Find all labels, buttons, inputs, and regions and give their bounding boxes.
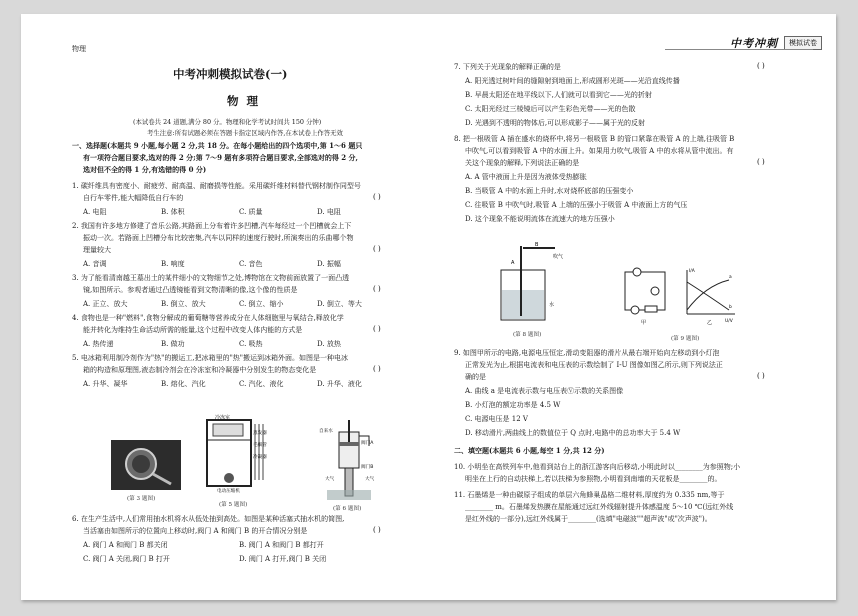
- q2-stem: 理量较大: [83, 246, 111, 254]
- option: B. 阀门 A 和阀门 B 都打开: [239, 541, 324, 549]
- q2-stem: 振动一次。若路面上凹槽分布比较密集,汽车以同样的速度行驶时,所演奏出的乐曲哪个物: [83, 234, 354, 242]
- answer-bracket: ( ): [373, 285, 381, 293]
- option: B. 当吸管 A 中的水面上升时,水对烧杯底部的压强变小: [465, 187, 634, 195]
- q10-stem: 明坐在上行的自动扶梯上,若以扶梯为参照物,小明看到南墙的天花板是________的。: [465, 475, 722, 483]
- q3-stem: 镜,如图所示。参观者通过凸透镜能看到文物清晰的像,这个像的性质是: [83, 286, 298, 294]
- q9-stem: 9. 如图甲所示的电路,电源电压恒定,滑动变阻器的滑片从最右端开始向左移动到小灯泡: [454, 349, 720, 357]
- fig5-label-condenser: 冷凝器: [253, 455, 267, 460]
- answer-bracket: ( ): [373, 526, 381, 534]
- option: C. 音色: [239, 260, 263, 268]
- option: B. 小灯泡的额定功率是 4.5 W: [465, 401, 561, 409]
- exam-paper: [21, 14, 836, 600]
- answer-bracket: ( ): [757, 62, 765, 70]
- fig9-label-curve-a: a: [729, 275, 732, 280]
- q5-stem: 5. 电冰箱利用制冷剂作为"热"的搬运工,把冰箱里的"热"搬运到冰箱外面。如图是一种电冰: [72, 354, 349, 362]
- option: C. 阀门 A 关闭,阀门 B 打开: [83, 555, 170, 563]
- figure-3-caption: (第 3 题图): [127, 496, 156, 502]
- option: B. 熔化、汽化: [161, 380, 206, 388]
- q3-stem: 3. 为了能看清南越王墓出土的某件细小的文物细节之处,博物馆在文物前面放置了一面凸透: [72, 274, 350, 282]
- subject-label: 物理: [72, 45, 86, 53]
- option: A. 曲线 a 是电流表示数与电压表Ⓥ示数的关系图像: [465, 387, 624, 395]
- q7-stem: 7. 下列关于光现象的解释正确的是: [454, 63, 561, 71]
- fig8-label-blow: 吹气: [553, 254, 564, 260]
- q11-stem: 11. 石墨烯是一种由碳原子组成的单层六角蜂巢晶格二维材料,厚度约为 0.335 nm,等于: [454, 491, 725, 499]
- q11-stem: ________ m。石墨烯发热膜在屋能通过远红外线辐射提升体感温度 5～10 ℃(远红外线: [465, 503, 734, 511]
- fig8-label-a: A: [511, 260, 515, 266]
- fig6-label-air-1: 大气: [325, 477, 335, 482]
- option: A. 正立、放大: [83, 300, 128, 308]
- option: A. 阳光透过树叶间的缝隙射到地面上,形成圆形光斑——光沿直线传播: [465, 77, 680, 85]
- option: D. 光遇到不透明的物体后,可以形成影子——属于光的反射: [465, 119, 646, 127]
- fig9-label-yi: 乙: [707, 320, 713, 326]
- option: D. 电阻: [317, 208, 341, 216]
- fig8-label-b: B: [535, 242, 539, 248]
- option: C. 电源电压是 12 V: [465, 415, 528, 423]
- option: C. 吸热: [239, 340, 263, 348]
- q8-stem: 8. 把一根吸管 A 插在盛水的烧杯中,将另一根吸管 B 的管口紧靠在吸管 A 的上端,往吸管 B: [454, 135, 735, 143]
- figure-6-caption: (第 6 题图): [333, 506, 362, 512]
- q2-stem: 2. 我国有许多地方修建了音乐公路,其路面上分布着许多凹槽,汽车每经过一个凹槽就会上下: [72, 222, 352, 230]
- fig9-label-axis-u: U/V: [725, 319, 733, 324]
- q9-stem: 正常发光为止,根据电流表和电压表的示数绘制了 I-U 图像如图乙所示,则下列说法正: [465, 361, 723, 369]
- option: A. 升华、凝华: [83, 380, 128, 388]
- q11-stem: 是红外线的一部分),远红外线属于________(选填"电磁波""超声波"或"次声波")。: [465, 515, 712, 523]
- option: D. 这个现象不能说明流体在流速大的地方压强小: [465, 215, 615, 223]
- fig5-label-compressor: 电动压缩机: [217, 489, 240, 494]
- exam-title: 中考冲刺模拟试卷(一): [173, 67, 288, 81]
- brand-tag: 模拟试卷: [784, 36, 822, 50]
- option: C. 往吸管 B 中吹气时,吸管 A 上端的压强小于吸管 A 中液面上方的气压: [465, 201, 688, 209]
- option: A. 音调: [83, 260, 107, 268]
- option: D. 阀门 A 打开,阀门 B 关闭: [239, 555, 327, 563]
- figure-8-straws: [491, 236, 571, 326]
- fig6-label-air-2: 大气: [365, 477, 375, 482]
- section1-line1: 一、选择题(本题共 9 小题,每小题 2 分,共 18 分。在每小题给出的四个选项中,第 1～6 题只: [72, 141, 363, 150]
- option: C. 太阳光经过三棱镜后可以产生彩色光带——光的色散: [465, 105, 636, 113]
- q9-stem: 确的是: [465, 373, 486, 381]
- option: C. 质量: [239, 208, 263, 216]
- option: B. 早晨太阳还在地平线以下,人们就可以看到它——光的折射: [465, 91, 652, 99]
- option: B. 响度: [161, 260, 185, 268]
- answer-bracket: ( ): [373, 245, 381, 253]
- fig5-label-evaporator: 蒸发器: [253, 431, 267, 436]
- figure-9-circuit-graph: [621, 266, 741, 328]
- option: D. 振幅: [317, 260, 341, 268]
- figure-5-fridge: [203, 414, 273, 494]
- exam-info-1: (本试卷共 24 道题,满分 80 分。物理和化学考试时间共 150 分钟): [133, 118, 322, 126]
- answer-bracket: ( ): [373, 193, 381, 201]
- q5-stem: 箱的构造和原理图,液态制冷剂会在冷冻室和冷凝器中分别发生的物态变化是: [83, 366, 317, 374]
- fig5-label-freezer: 冷冻室: [215, 415, 231, 421]
- fig6-label-valve-b: 阀门B: [361, 465, 374, 470]
- q4-stem: 能并转化为维持生命活动所需的能量,这个过程中改变人体内能的方式是: [83, 326, 303, 334]
- q6-stem: 当活塞由如图所示的位置向上移动时,阀门 A 和阀门 B 的开合情况分别是: [83, 527, 308, 535]
- q8-stem: 关这个现象的解释,下列说法正确的是: [465, 159, 580, 167]
- option: A. A 管中液面上升是因为液体受热膨胀: [465, 173, 587, 181]
- option: C. 汽化、液化: [239, 380, 284, 388]
- option: A. 阀门 A 和阀门 B 都关闭: [83, 541, 168, 549]
- q1-stem: 1. 碳纤维具有密度小、耐疲劳、耐高温、耐磨损等性能。采用碳纤维材料替代钢材制作同型号: [72, 182, 361, 190]
- option: D. 放热: [317, 340, 341, 348]
- q8-stem: 中吹气,可以看到吸管 A 中的水面上升。如果用力吹气,吸管 A 中的水将从管中流出。有: [465, 147, 734, 155]
- exam-info-2: 考生注意:所有试题必须在答题卡指定区域内作答,在本试卷上作答无效: [147, 129, 343, 137]
- option: D. 移动滑片,两曲线上的数值位于 Q 点时,电路中的总功率大于 5.4 W: [465, 429, 681, 437]
- figure-6-pump: [317, 420, 389, 502]
- option: B. 体积: [161, 208, 185, 216]
- section1-line3: 选对但不全的得 1 分,有选错的得 0 分): [83, 165, 207, 174]
- option: D. 升华、液化: [317, 380, 362, 388]
- fig5-label-capillary: 毛细管: [253, 443, 267, 448]
- option: B. 做功: [161, 340, 185, 348]
- fig8-label-water: 水: [549, 302, 555, 308]
- fig6-label-water: 自来水: [319, 429, 333, 434]
- figure-3-magnifier: [111, 440, 181, 490]
- exam-subtitle: 物 理: [227, 94, 261, 108]
- header-rule: [665, 49, 813, 50]
- figure-9-caption: (第 9 题图): [671, 336, 700, 342]
- q6-stem: 6. 在生产生活中,人们常用抽水机将水从低处抽到高处。如图是某种活塞式抽水机的简图,: [72, 515, 345, 523]
- q1-stem: 自行车零件,能大幅降低自行车的: [83, 194, 184, 202]
- fig9-label-curve-b: b: [729, 305, 732, 310]
- option: A. 热传递: [83, 340, 114, 348]
- q4-stem: 4. 食物也是一种"燃料",食物分解成的葡萄糖等营养成分在人体细胞里与氧结合,释放化学: [72, 314, 344, 322]
- section2-heading: 二、填空题(本题共 6 小题,每空 1 分,共 12 分): [454, 446, 605, 455]
- section1-line2: 有一项符合题目要求,选对的得 2 分;第 7～9 题有多项符合题目要求,全部选对的得 2 分,: [83, 153, 358, 162]
- answer-bracket: ( ): [757, 158, 765, 166]
- fig9-label-jia: 甲: [641, 320, 647, 326]
- figure-8-caption: (第 8 题图): [513, 332, 542, 338]
- option: A. 电阻: [83, 208, 107, 216]
- answer-bracket: ( ): [373, 325, 381, 333]
- figure-5-caption: (第 5 题图): [219, 502, 248, 508]
- option: B. 倒立、放大: [161, 300, 206, 308]
- fig9-label-axis-i: I/A: [689, 269, 695, 274]
- fig6-label-valve-a: 阀门A: [361, 441, 374, 446]
- option: C. 倒立、缩小: [239, 300, 284, 308]
- answer-bracket: ( ): [373, 365, 381, 373]
- option: D. 倒立、等大: [317, 300, 362, 308]
- brand-logo: 中考冲刺: [730, 37, 778, 50]
- q10-stem: 10. 小明坐在高铁列车中,他看到站台上的浙江游客向后移动,小明此时以________为参照物;小: [454, 463, 741, 471]
- answer-bracket: ( ): [757, 372, 765, 380]
